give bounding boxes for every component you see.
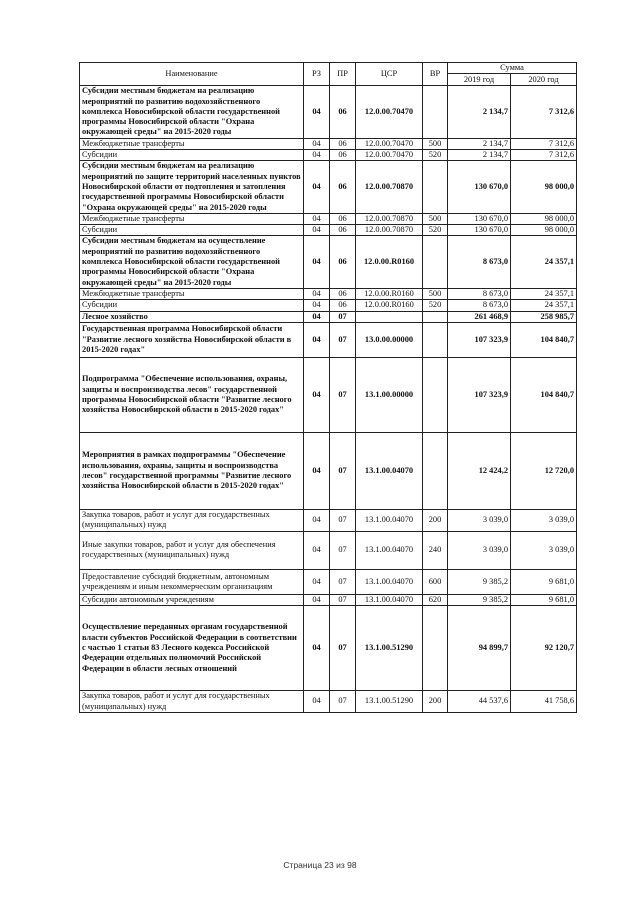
cell-csr: 12.0.00.70470 (356, 86, 423, 138)
cell-name: Субсидии (80, 300, 304, 311)
cell-2020: 9 681,0 (511, 594, 577, 605)
table-row (80, 161, 577, 213)
table-row (80, 86, 577, 138)
cell-2020: 3 039,0 (511, 509, 577, 531)
table-row (80, 225, 577, 236)
cell-rz: 04 (304, 531, 330, 569)
cell-pr: 07 (330, 569, 356, 594)
cell-vr (423, 322, 448, 357)
cell-csr: 12.0.00.70870 (356, 213, 423, 224)
cell-csr: 13.1.00.51290 (356, 691, 423, 713)
cell-2019: 130 670,0 (448, 213, 511, 224)
cell-pr: 06 (330, 288, 356, 299)
cell-csr: 12.0.00.R0160 (356, 236, 423, 288)
cell-vr: 500 (423, 213, 448, 224)
cell-rz: 04 (304, 594, 330, 605)
table-row (80, 432, 577, 509)
cell-2020: 104 840,7 (511, 357, 577, 432)
cell-pr: 07 (330, 357, 356, 432)
cell-name: Мероприятия в рамках подпрограммы "Обеспечение использования, охраны, защиты и воспроизводства лесов" государственной программы "Развитие лесного хозяйства Новосибирской области в 2015-2020 годах" (80, 432, 304, 509)
cell-2020: 24 357,1 (511, 300, 577, 311)
cell-rz: 04 (304, 300, 330, 311)
table-row (80, 509, 577, 531)
cell-csr: 13.1.00.00000 (356, 357, 423, 432)
table-row (80, 691, 577, 713)
cell-name: Предоставление субсидий бюджетным, автономным учреждениям и иным некоммерческим организациям (80, 569, 304, 594)
col-header-pr: ПР (330, 63, 356, 86)
cell-2020: 104 840,7 (511, 322, 577, 357)
cell-csr: 12.0.00.70870 (356, 225, 423, 236)
cell-2020: 12 720,0 (511, 432, 577, 509)
table-row (80, 213, 577, 224)
col-header-name: Наименование (80, 63, 304, 86)
cell-vr: 600 (423, 569, 448, 594)
cell-pr: 07 (330, 509, 356, 531)
cell-pr: 07 (330, 322, 356, 357)
cell-pr: 06 (330, 138, 356, 149)
cell-name: Субсидии автономным учреждениям (80, 594, 304, 605)
cell-vr: 520 (423, 300, 448, 311)
cell-2020: 92 120,7 (511, 606, 577, 691)
cell-name: Субсидии местным бюджетам на реализацию мероприятий по развитию водохозяйственного комплекса Новосибирской области государственной программы Новосибирской области "Охрана окружающей среды" на 2015-2020 годы (80, 86, 304, 138)
table-row (80, 311, 577, 322)
cell-pr: 06 (330, 213, 356, 224)
cell-rz: 04 (304, 161, 330, 213)
cell-2020: 3 039,0 (511, 531, 577, 569)
cell-2020: 7 312,6 (511, 150, 577, 161)
cell-2020: 98 000,0 (511, 213, 577, 224)
cell-2019: 8 673,0 (448, 236, 511, 288)
cell-csr: 13.1.00.04070 (356, 531, 423, 569)
cell-csr: 13.0.00.00000 (356, 322, 423, 357)
cell-vr (423, 161, 448, 213)
cell-name: Межбюджетные трансферты (80, 138, 304, 149)
cell-vr: 500 (423, 288, 448, 299)
col-header-sum: Сумма (448, 63, 577, 74)
cell-csr: 12.0.00.R0160 (356, 300, 423, 311)
cell-vr: 520 (423, 150, 448, 161)
cell-2019: 94 899,7 (448, 606, 511, 691)
cell-name: Субсидии (80, 225, 304, 236)
cell-vr (423, 236, 448, 288)
cell-2019: 3 039,0 (448, 531, 511, 569)
cell-2019: 130 670,0 (448, 225, 511, 236)
col-header-2020: 2020 год (511, 74, 577, 86)
cell-pr: 06 (330, 236, 356, 288)
cell-2020: 98 000,0 (511, 225, 577, 236)
budget-table (79, 62, 577, 713)
table-row (80, 531, 577, 569)
cell-vr: 500 (423, 138, 448, 149)
cell-2019: 8 673,0 (448, 300, 511, 311)
cell-name: Закупка товаров, работ и услуг для государственных (муниципальных) нужд (80, 691, 304, 713)
cell-rz: 04 (304, 138, 330, 149)
col-header-2019: 2019 год (448, 74, 511, 86)
cell-name: Закупка товаров, работ и услуг для государственных (муниципальных) нужд (80, 509, 304, 531)
cell-pr: 06 (330, 300, 356, 311)
cell-csr: 13.1.00.51290 (356, 606, 423, 691)
table-row (80, 569, 577, 594)
cell-vr (423, 311, 448, 322)
cell-rz: 04 (304, 357, 330, 432)
cell-name: Межбюджетные трансферты (80, 288, 304, 299)
cell-pr: 06 (330, 225, 356, 236)
cell-rz: 04 (304, 322, 330, 357)
table-row (80, 322, 577, 357)
page-number: Страница 23 из 98 (283, 860, 357, 870)
cell-2019: 261 468,9 (448, 311, 511, 322)
table-row (80, 357, 577, 432)
cell-csr: 13.1.00.04070 (356, 509, 423, 531)
cell-2020: 24 357,1 (511, 236, 577, 288)
cell-name: Иные закупки товаров, работ и услуг для обеспечения государственных (муниципальных) нужд (80, 531, 304, 569)
cell-name: Межбюджетные трансферты (80, 213, 304, 224)
col-header-rz: РЗ (304, 63, 330, 86)
col-header-csr: ЦСР (356, 63, 423, 86)
cell-rz: 04 (304, 691, 330, 713)
cell-2020: 98 000,0 (511, 161, 577, 213)
cell-csr: 12.0.00.R0160 (356, 288, 423, 299)
table-row (80, 606, 577, 691)
cell-rz: 04 (304, 311, 330, 322)
cell-pr: 07 (330, 432, 356, 509)
cell-rz: 04 (304, 569, 330, 594)
table-row (80, 236, 577, 288)
cell-2020: 9 681,0 (511, 569, 577, 594)
cell-2019: 130 670,0 (448, 161, 511, 213)
cell-vr: 620 (423, 594, 448, 605)
cell-2019: 9 385,2 (448, 594, 511, 605)
cell-rz: 04 (304, 288, 330, 299)
cell-2019: 3 039,0 (448, 509, 511, 531)
table-row (80, 138, 577, 149)
cell-2020: 24 357,1 (511, 288, 577, 299)
cell-csr: 12.0.00.70470 (356, 150, 423, 161)
cell-2019: 44 537,6 (448, 691, 511, 713)
cell-pr: 07 (330, 691, 356, 713)
cell-rz: 04 (304, 432, 330, 509)
cell-vr: 200 (423, 691, 448, 713)
cell-vr (423, 606, 448, 691)
cell-2019: 107 323,9 (448, 357, 511, 432)
cell-pr: 06 (330, 161, 356, 213)
cell-vr: 240 (423, 531, 448, 569)
cell-rz: 04 (304, 86, 330, 138)
cell-2019: 107 323,9 (448, 322, 511, 357)
cell-2019: 2 134,7 (448, 150, 511, 161)
cell-rz: 04 (304, 236, 330, 288)
cell-vr: 520 (423, 225, 448, 236)
cell-name: Подпрограмма "Обеспечение использования, охраны, защиты и воспроизводства лесов" государственной программы Новосибирской области "Развитие лесного хозяйства Новосибирской области в 2015-2020 годах" (80, 357, 304, 432)
cell-rz: 04 (304, 213, 330, 224)
cell-2020: 258 985,7 (511, 311, 577, 322)
cell-pr: 06 (330, 86, 356, 138)
cell-csr: 12.0.00.70870 (356, 161, 423, 213)
table-row (80, 594, 577, 605)
cell-csr: 13.1.00.04070 (356, 569, 423, 594)
cell-2019: 8 673,0 (448, 288, 511, 299)
cell-name: Государственная программа Новосибирской области "Развитие лесного хозяйства Новосибирской области в 2015-2020 годах" (80, 322, 304, 357)
cell-name: Осуществление переданных органам государственной власти субъектов Российской Федерации в соответствии с частью 1 статьи 83 Лесного кодекса Российской Федерации отдельных полномочий Российской Федерации в области лесных отношений (80, 606, 304, 691)
cell-pr: 07 (330, 606, 356, 691)
header-row (80, 63, 577, 74)
cell-pr: 07 (330, 531, 356, 569)
cell-rz: 04 (304, 606, 330, 691)
cell-rz: 04 (304, 509, 330, 531)
cell-rz: 04 (304, 225, 330, 236)
cell-2019: 2 134,7 (448, 86, 511, 138)
cell-pr: 07 (330, 594, 356, 605)
cell-csr: 13.1.00.04070 (356, 594, 423, 605)
table-row (80, 300, 577, 311)
table-row (80, 288, 577, 299)
cell-pr: 06 (330, 150, 356, 161)
cell-rz: 04 (304, 150, 330, 161)
cell-name: Субсидии местным бюджетам на реализацию мероприятий по защите территорий населенных пунктов Новосибирской области от подтопления и затопления государственной программы Новосибирской области "Охрана окружающей среды" на 2015-2020 годы (80, 161, 304, 213)
cell-2020: 7 312,6 (511, 86, 577, 138)
cell-pr: 07 (330, 311, 356, 322)
cell-2019: 9 385,2 (448, 569, 511, 594)
table-row (80, 150, 577, 161)
cell-name: Лесное хозяйство (80, 311, 304, 322)
cell-csr: 13.1.00.04070 (356, 432, 423, 509)
cell-vr (423, 86, 448, 138)
cell-2020: 7 312,6 (511, 138, 577, 149)
cell-2019: 2 134,7 (448, 138, 511, 149)
cell-csr: 12.0.00.70470 (356, 138, 423, 149)
cell-vr (423, 432, 448, 509)
cell-csr (356, 311, 423, 322)
col-header-vr: ВР (423, 63, 448, 86)
cell-vr (423, 357, 448, 432)
cell-name: Субсидии местным бюджетам на осуществление мероприятий по развитию водохозяйственного комплекса Новосибирской области государственной программы Новосибирской области "Охрана окружающей среды" на 2015-2020 годы (80, 236, 304, 288)
cell-name: Субсидии (80, 150, 304, 161)
cell-vr: 200 (423, 509, 448, 531)
cell-2019: 12 424,2 (448, 432, 511, 509)
cell-2020: 41 758,6 (511, 691, 577, 713)
